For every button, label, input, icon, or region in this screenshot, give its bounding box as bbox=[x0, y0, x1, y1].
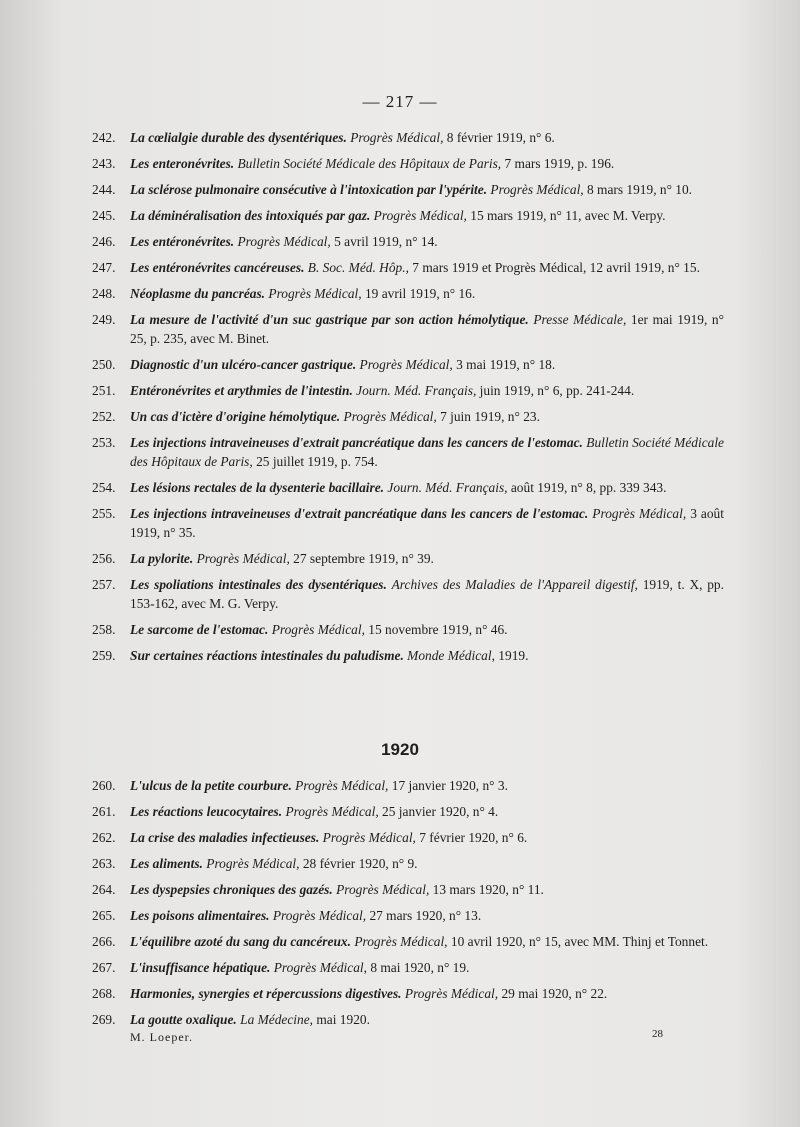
entry-title: L'ulcus de la petite courbure. bbox=[130, 778, 292, 793]
entry-details: 1er mai 1919, n° 25, p. 235, avec M. Binet. bbox=[130, 312, 724, 346]
entry-journal: Progrès Médical, bbox=[285, 804, 379, 819]
entry-title: La mesure de l'activité d'un suc gastrique par son action hémolytique. bbox=[130, 312, 529, 327]
entry-details: 28 février 1920, n° 9. bbox=[302, 856, 418, 871]
footer-author: M. Loeper. bbox=[130, 1030, 193, 1044]
entry-details: 8 mai 1920, n° 19. bbox=[370, 960, 470, 975]
entry-title: Les injections intraveineuses d'extrait pancréatique dans les cancers de l'estomac. bbox=[130, 506, 589, 521]
entry-number: 261. bbox=[92, 804, 116, 819]
bibliography-entry bbox=[92, 381, 724, 400]
bibliography-entry bbox=[92, 355, 724, 374]
entry-journal: Progrès Médical, bbox=[206, 856, 300, 871]
entry-journal: Progrès Médical, bbox=[373, 208, 467, 223]
entry-number: 258. bbox=[92, 622, 116, 637]
bibliography-entry bbox=[92, 284, 724, 303]
bibliography-entry bbox=[92, 646, 724, 665]
entry-title: Les enteronévrites. bbox=[130, 156, 235, 171]
entry-details: 1919. bbox=[498, 648, 529, 663]
entry-details: 8 mars 1919, n° 10. bbox=[587, 182, 693, 197]
entry-number: 254. bbox=[92, 480, 116, 495]
entry-details: 10 avril 1920, n° 15, avec MM. Thinj et Tonnet. bbox=[450, 934, 709, 949]
entry-number: 248. bbox=[92, 286, 116, 301]
entry-number: 262. bbox=[92, 830, 116, 845]
entry-journal: Archives des Maladies de l'Appareil digestif, bbox=[391, 577, 638, 592]
year-heading: 1920 bbox=[381, 740, 419, 759]
entry-journal: Progrès Médical, bbox=[354, 934, 448, 949]
bibliography-entry bbox=[92, 206, 724, 225]
bibliography-entry bbox=[92, 549, 724, 568]
bibliography-entry bbox=[92, 958, 724, 977]
entry-details: mai 1920. bbox=[316, 1012, 370, 1027]
entry-journal: Progrès Médical, bbox=[271, 622, 365, 637]
bibliography-entry bbox=[92, 906, 724, 925]
bibliography-entry bbox=[92, 433, 724, 471]
entry-journal: Bulletin Société Médicale des Hôpitaux de Paris, bbox=[130, 435, 724, 469]
entry-details: 27 septembre 1919, n° 39. bbox=[293, 551, 434, 566]
entry-number: 242. bbox=[92, 130, 116, 145]
entry-title: Les poisons alimentaires. bbox=[130, 908, 270, 923]
entry-journal: Journ. Méd. Français, bbox=[356, 383, 477, 398]
bibliography-entry bbox=[92, 776, 724, 795]
bibliography-entry bbox=[92, 504, 724, 542]
entry-number: 256. bbox=[92, 551, 116, 566]
entry-journal: Progrès Médical, bbox=[404, 986, 499, 1001]
bibliography-entry bbox=[92, 620, 724, 639]
page-number: — 217 — bbox=[362, 92, 438, 111]
entry-details: 7 mars 1919 et Progrès Médical, 12 avril 1919, n° 15. bbox=[412, 260, 700, 275]
entry-number: 264. bbox=[92, 882, 116, 897]
bibliography-entry bbox=[92, 854, 724, 873]
entry-journal: Progrès Médical, bbox=[359, 357, 453, 372]
entry-journal: Progrès Médical, bbox=[237, 234, 331, 249]
entry-details: 3 août 1919, n° 35. bbox=[130, 506, 724, 540]
entry-title: L'équilibre azoté du sang du cancéreux. bbox=[130, 934, 351, 949]
entry-title: Un cas d'ictère d'origine hémolytique. bbox=[130, 409, 341, 424]
entry-title: Les spoliations intestinales des dysentériques. bbox=[130, 577, 387, 592]
entry-title: La crise des maladies infectieuses. bbox=[130, 830, 320, 845]
entry-details: 19 avril 1919, n° 16. bbox=[364, 286, 476, 301]
entry-title: La cœlialgie durable des dysentériques. bbox=[130, 130, 347, 145]
entry-number: 257. bbox=[92, 577, 116, 592]
entry-journal: Presse Médicale, bbox=[533, 312, 627, 327]
bibliography-entry bbox=[92, 128, 724, 147]
entry-number: 268. bbox=[92, 986, 116, 1001]
entry-journal: Progrès Médical, bbox=[322, 830, 416, 845]
entry-title: Entéronévrites et arythmies de l'intestin. bbox=[130, 383, 353, 398]
entry-number: 259. bbox=[92, 648, 116, 663]
entry-number: 260. bbox=[92, 778, 116, 793]
entry-title: La déminéralisation des intoxiqués par gaz. bbox=[130, 208, 371, 223]
bibliography-entry bbox=[92, 984, 724, 1003]
entry-journal: Progrès Médical, bbox=[592, 506, 687, 521]
entry-number: 247. bbox=[92, 260, 116, 275]
entry-details: 1919, t. X, pp. 153-162, avec M. G. Verpy. bbox=[130, 577, 724, 611]
entry-details: 7 février 1920, n° 6. bbox=[419, 830, 528, 845]
entry-title: Harmonies, synergies et répercussions digestives. bbox=[130, 986, 402, 1001]
bibliography-entry bbox=[92, 575, 724, 613]
entry-journal: Progrès Médical, bbox=[273, 960, 367, 975]
entry-title: Les entéronévrites. bbox=[130, 234, 235, 249]
entry-number: 249. bbox=[92, 312, 116, 327]
entry-number: 267. bbox=[92, 960, 116, 975]
entry-title: Les dyspepsies chroniques des gazés. bbox=[130, 882, 333, 897]
bibliography-entry bbox=[92, 828, 724, 847]
bibliography-entry bbox=[92, 932, 724, 951]
entry-title: Les entéronévrites cancéreuses. bbox=[130, 260, 305, 275]
entry-journal: B. Soc. Méd. Hôp., bbox=[307, 260, 409, 275]
entry-number: 250. bbox=[92, 357, 116, 372]
entry-title: Le sarcome de l'estomac. bbox=[130, 622, 269, 637]
bibliography-entry bbox=[92, 180, 724, 199]
entry-title: Néoplasme du pancréas. bbox=[130, 286, 266, 301]
entry-title: Sur certaines réactions intestinales du paludisme. bbox=[130, 648, 404, 663]
bibliography-entry bbox=[92, 478, 724, 497]
bibliography-entry bbox=[92, 1010, 724, 1029]
bibliography-entry bbox=[92, 802, 724, 821]
entry-details: 7 juin 1919, n° 23. bbox=[440, 409, 540, 424]
entry-details: 5 avril 1919, n° 14. bbox=[334, 234, 438, 249]
entry-title: Les injections intraveineuses d'extrait pancréatique dans les cancers de l'estomac. bbox=[130, 435, 583, 450]
entry-details: 13 mars 1920, n° 11. bbox=[432, 882, 544, 897]
entry-journal: Progrès Médical, bbox=[336, 882, 430, 897]
entry-journal: Progrès Médical, bbox=[350, 130, 444, 145]
entry-title: La goutte oxalique. bbox=[130, 1012, 237, 1027]
entry-number: 253. bbox=[92, 435, 116, 450]
entry-details: 8 février 1919, n° 6. bbox=[446, 130, 555, 145]
entry-number: 255. bbox=[92, 506, 116, 521]
entry-details: 17 janvier 1920, n° 3. bbox=[391, 778, 508, 793]
entry-details: 25 janvier 1920, n° 4. bbox=[382, 804, 499, 819]
entry-title: La sclérose pulmonaire consécutive à l'intoxication par l'ypérite. bbox=[130, 182, 488, 197]
entry-journal: Progrès Médical, bbox=[343, 409, 437, 424]
entry-details: août 1919, n° 8, pp. 339 343. bbox=[510, 480, 667, 495]
entry-details: 3 mai 1919, n° 18. bbox=[456, 357, 556, 372]
entry-journal: Monde Médical, bbox=[407, 648, 495, 663]
entry-title: Diagnostic d'un ulcéro-cancer gastrique. bbox=[130, 357, 357, 372]
bibliography-entry bbox=[92, 154, 724, 173]
entry-journal: Progrès Médical, bbox=[268, 286, 362, 301]
entry-title: Les lésions rectales de la dysenterie bacillaire. bbox=[130, 480, 385, 495]
entry-title: La pylorite. bbox=[130, 551, 194, 566]
entry-number: 252. bbox=[92, 409, 116, 424]
entry-title: Les aliments. bbox=[130, 856, 203, 871]
entry-number: 244. bbox=[92, 182, 116, 197]
bibliography-entry bbox=[92, 258, 724, 277]
entry-number: 266. bbox=[92, 934, 116, 949]
entry-number: 246. bbox=[92, 234, 116, 249]
entry-number: 263. bbox=[92, 856, 116, 871]
bibliography-entry bbox=[92, 880, 724, 899]
entry-journal: Progrès Médical, bbox=[295, 778, 389, 793]
entry-details: juin 1919, n° 6, pp. 241-244. bbox=[479, 383, 635, 398]
entry-number: 245. bbox=[92, 208, 116, 223]
entry-number: 265. bbox=[92, 908, 116, 923]
bibliography-entry bbox=[92, 310, 724, 348]
entry-number: 243. bbox=[92, 156, 116, 171]
entry-number: 269. bbox=[92, 1012, 116, 1027]
entry-journal: Progrès Médical, bbox=[490, 182, 584, 197]
entry-details: 25 juillet 1919, p. 754. bbox=[256, 454, 378, 469]
entry-number: 251. bbox=[92, 383, 116, 398]
bibliography-list-1919 bbox=[92, 128, 724, 672]
bibliography-list-1920 bbox=[92, 776, 724, 1036]
entry-journal: Bulletin Société Médicale des Hôpitaux de Paris, bbox=[237, 156, 502, 171]
entry-title: Les réactions leucocytaires. bbox=[130, 804, 283, 819]
entry-title: L'insuffisance hépatique. bbox=[130, 960, 271, 975]
entry-details: 29 mai 1920, n° 22. bbox=[501, 986, 608, 1001]
entry-journal: Progrès Médical, bbox=[196, 551, 290, 566]
entry-details: 7 mars 1919, p. 196. bbox=[504, 156, 615, 171]
entry-journal: La Médecine, bbox=[240, 1012, 314, 1027]
entry-journal: Journ. Méd. Français, bbox=[387, 480, 508, 495]
entry-details: 15 mars 1919, n° 11, avec M. Verpy. bbox=[470, 208, 666, 223]
entry-details: 15 novembre 1919, n° 46. bbox=[368, 622, 508, 637]
bibliography-entry bbox=[92, 232, 724, 251]
entry-journal: Progrès Médical, bbox=[272, 908, 367, 923]
entry-details: 27 mars 1920, n° 13. bbox=[369, 908, 482, 923]
bibliography-entry bbox=[92, 407, 724, 426]
footer-sheet-number: 28 bbox=[652, 1028, 663, 1040]
